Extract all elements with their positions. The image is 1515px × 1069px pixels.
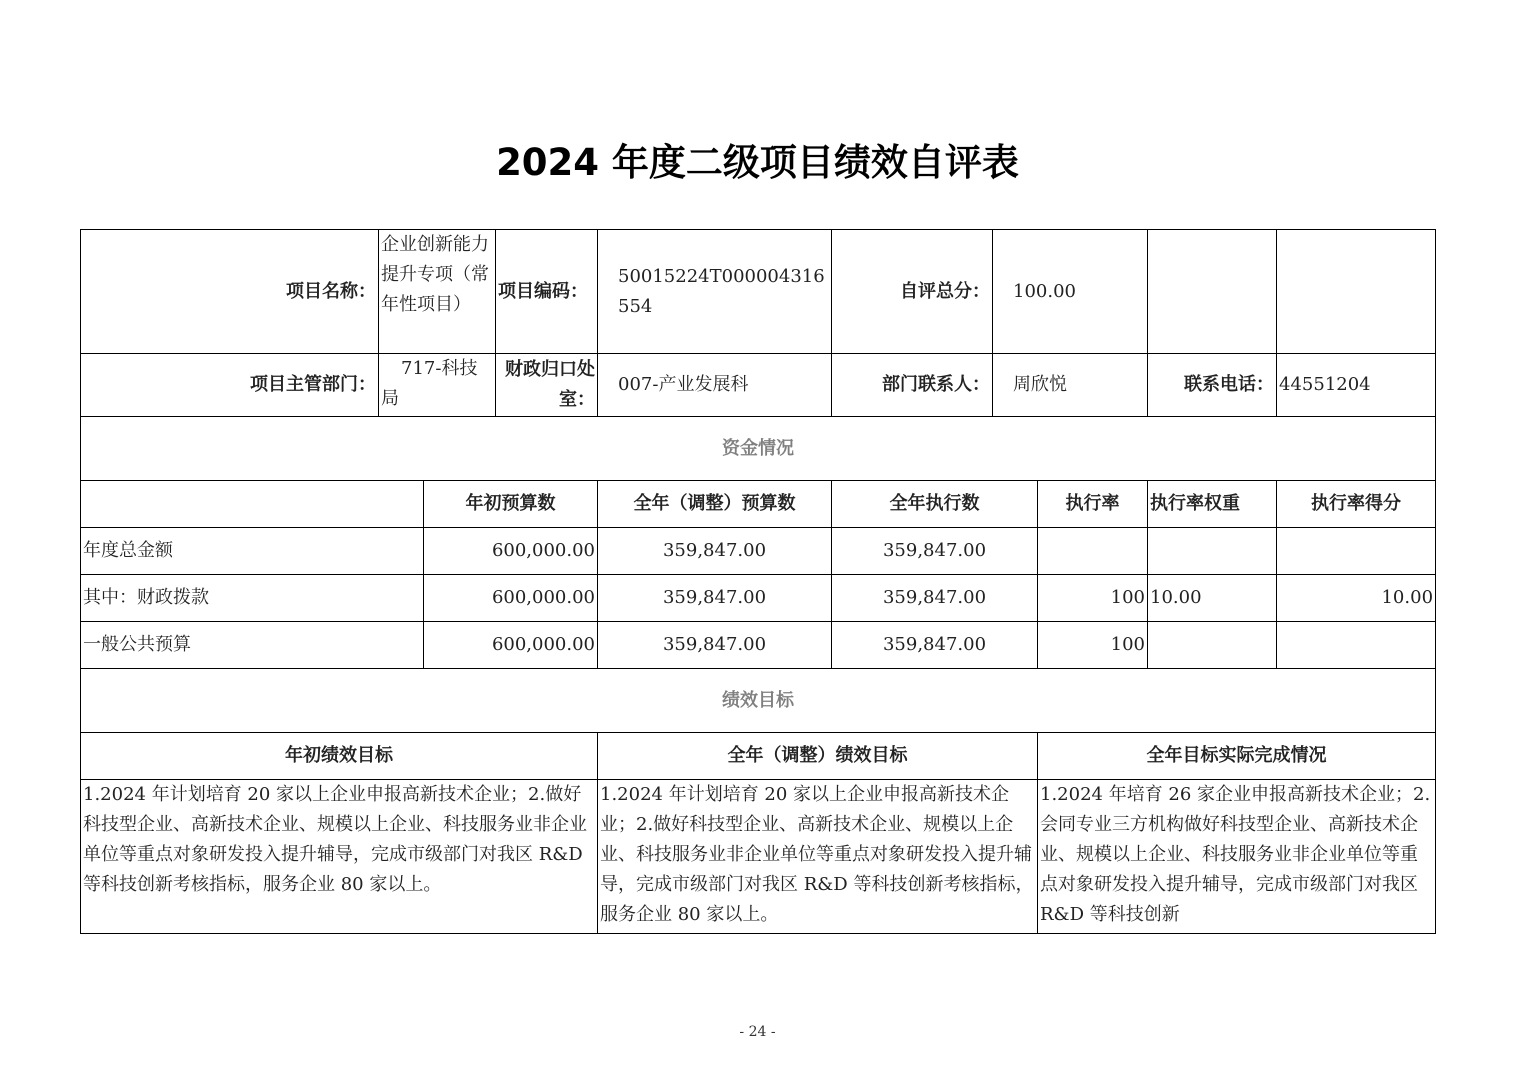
weight-cell: 10.00 xyxy=(1148,575,1277,622)
header-rate-weight: 执行率权重 xyxy=(1148,481,1277,528)
table-row xyxy=(81,528,1436,575)
row-label: 其中：财政拨款 xyxy=(81,575,424,622)
rate-cell: 100 xyxy=(1038,575,1148,622)
finance-office-label: 财政归口处室： xyxy=(496,354,598,417)
rate-cell: 100 xyxy=(1038,622,1148,669)
adjusted-budget-cell: 359,847.00 xyxy=(598,528,832,575)
project-name-label: 项目名称： xyxy=(81,230,379,354)
adjusted-budget-cell: 359,847.00 xyxy=(598,575,832,622)
score-total-label: 自评总分： xyxy=(832,230,993,354)
page-title: 2024 年度二级项目绩效自评表 xyxy=(496,141,1019,184)
initial-budget-cell: 600,000.00 xyxy=(424,622,598,669)
initial-goal-text: 1.2024 年计划培育 20 家以上企业申报高新技术企业；2.做好科技型企业、高新技术企业、规模以上企业、科技服务业非企业单位等重点对象研发投入提升辅导，完成市级部门对我区 R&D 等科技创新考核指标，服务企业 80 家以上。 xyxy=(81,780,598,934)
adjusted-budget-cell: 359,847.00 xyxy=(598,622,832,669)
contact-label: 部门联系人： xyxy=(832,354,993,417)
performance-section-title: 绩效目标 xyxy=(81,669,1436,733)
self-evaluation-table xyxy=(80,229,1436,934)
executed-cell: 359,847.00 xyxy=(832,528,1038,575)
header-adjusted-budget: 全年（调整）预算数 xyxy=(598,481,832,528)
empty-cell xyxy=(1277,230,1436,354)
row-label: 一般公共预算 xyxy=(81,622,424,669)
header-rate: 执行率 xyxy=(1038,481,1148,528)
initial-budget-cell: 600,000.00 xyxy=(424,575,598,622)
score-total-value: 100.00 xyxy=(993,230,1148,354)
initial-budget-cell: 600,000.00 xyxy=(424,528,598,575)
header-initial-goal: 年初绩效目标 xyxy=(81,733,598,780)
phone-value: 44551204 xyxy=(1277,354,1436,417)
funds-section-title: 资金情况 xyxy=(81,417,1436,481)
weight-cell xyxy=(1148,528,1277,575)
score-cell: 10.00 xyxy=(1277,575,1436,622)
project-code-value: 50015224T000004316554 xyxy=(598,230,832,354)
adjusted-goal-text: 1.2024 年计划培育 20 家以上企业申报高新技术企业；2.做好科技型企业、高新技术企业、规模以上企业、科技服务业非企业单位等重点对象研发投入提升辅导，完成市级部门对我区 R&D 等科技创新考核指标，服务企业 80 家以上。 xyxy=(598,780,1038,934)
contact-value: 周欣悦 xyxy=(993,354,1148,417)
rate-cell xyxy=(1038,528,1148,575)
project-name-value: 企业创新能力提升专项（常年性项目） xyxy=(379,230,496,354)
empty-cell xyxy=(1148,230,1277,354)
score-cell xyxy=(1277,528,1436,575)
header-initial-budget: 年初预算数 xyxy=(424,481,598,528)
header-executed: 全年执行数 xyxy=(832,481,1038,528)
weight-cell xyxy=(1148,622,1277,669)
header-adjusted-goal: 全年（调整）绩效目标 xyxy=(598,733,1038,780)
table-row xyxy=(81,622,1436,669)
dept-label: 项目主管部门： xyxy=(81,354,379,417)
page-number: - 24 - xyxy=(739,1024,776,1040)
finance-office-value: 007-产业发展科 xyxy=(598,354,832,417)
actual-completion-text: 1.2024 年培育 26 家企业申报高新技术企业；2.会同专业三方机构做好科技型企业、高新技术企业、规模以上企业、科技服务业非企业单位等重点对象研发投入提升辅导，完成市级部门对我区 R&D 等科技创新 xyxy=(1038,780,1436,934)
dept-value: 717-科技局 xyxy=(379,354,496,417)
phone-label: 联系电话： xyxy=(1148,354,1277,417)
executed-cell: 359,847.00 xyxy=(832,622,1038,669)
funds-header-blank xyxy=(81,481,424,528)
table-row xyxy=(81,575,1436,622)
header-rate-score: 执行率得分 xyxy=(1277,481,1436,528)
score-cell xyxy=(1277,622,1436,669)
header-actual-completion: 全年目标实际完成情况 xyxy=(1038,733,1436,780)
row-label: 年度总金额 xyxy=(81,528,424,575)
executed-cell: 359,847.00 xyxy=(832,575,1038,622)
project-code-label: 项目编码： xyxy=(496,230,598,354)
